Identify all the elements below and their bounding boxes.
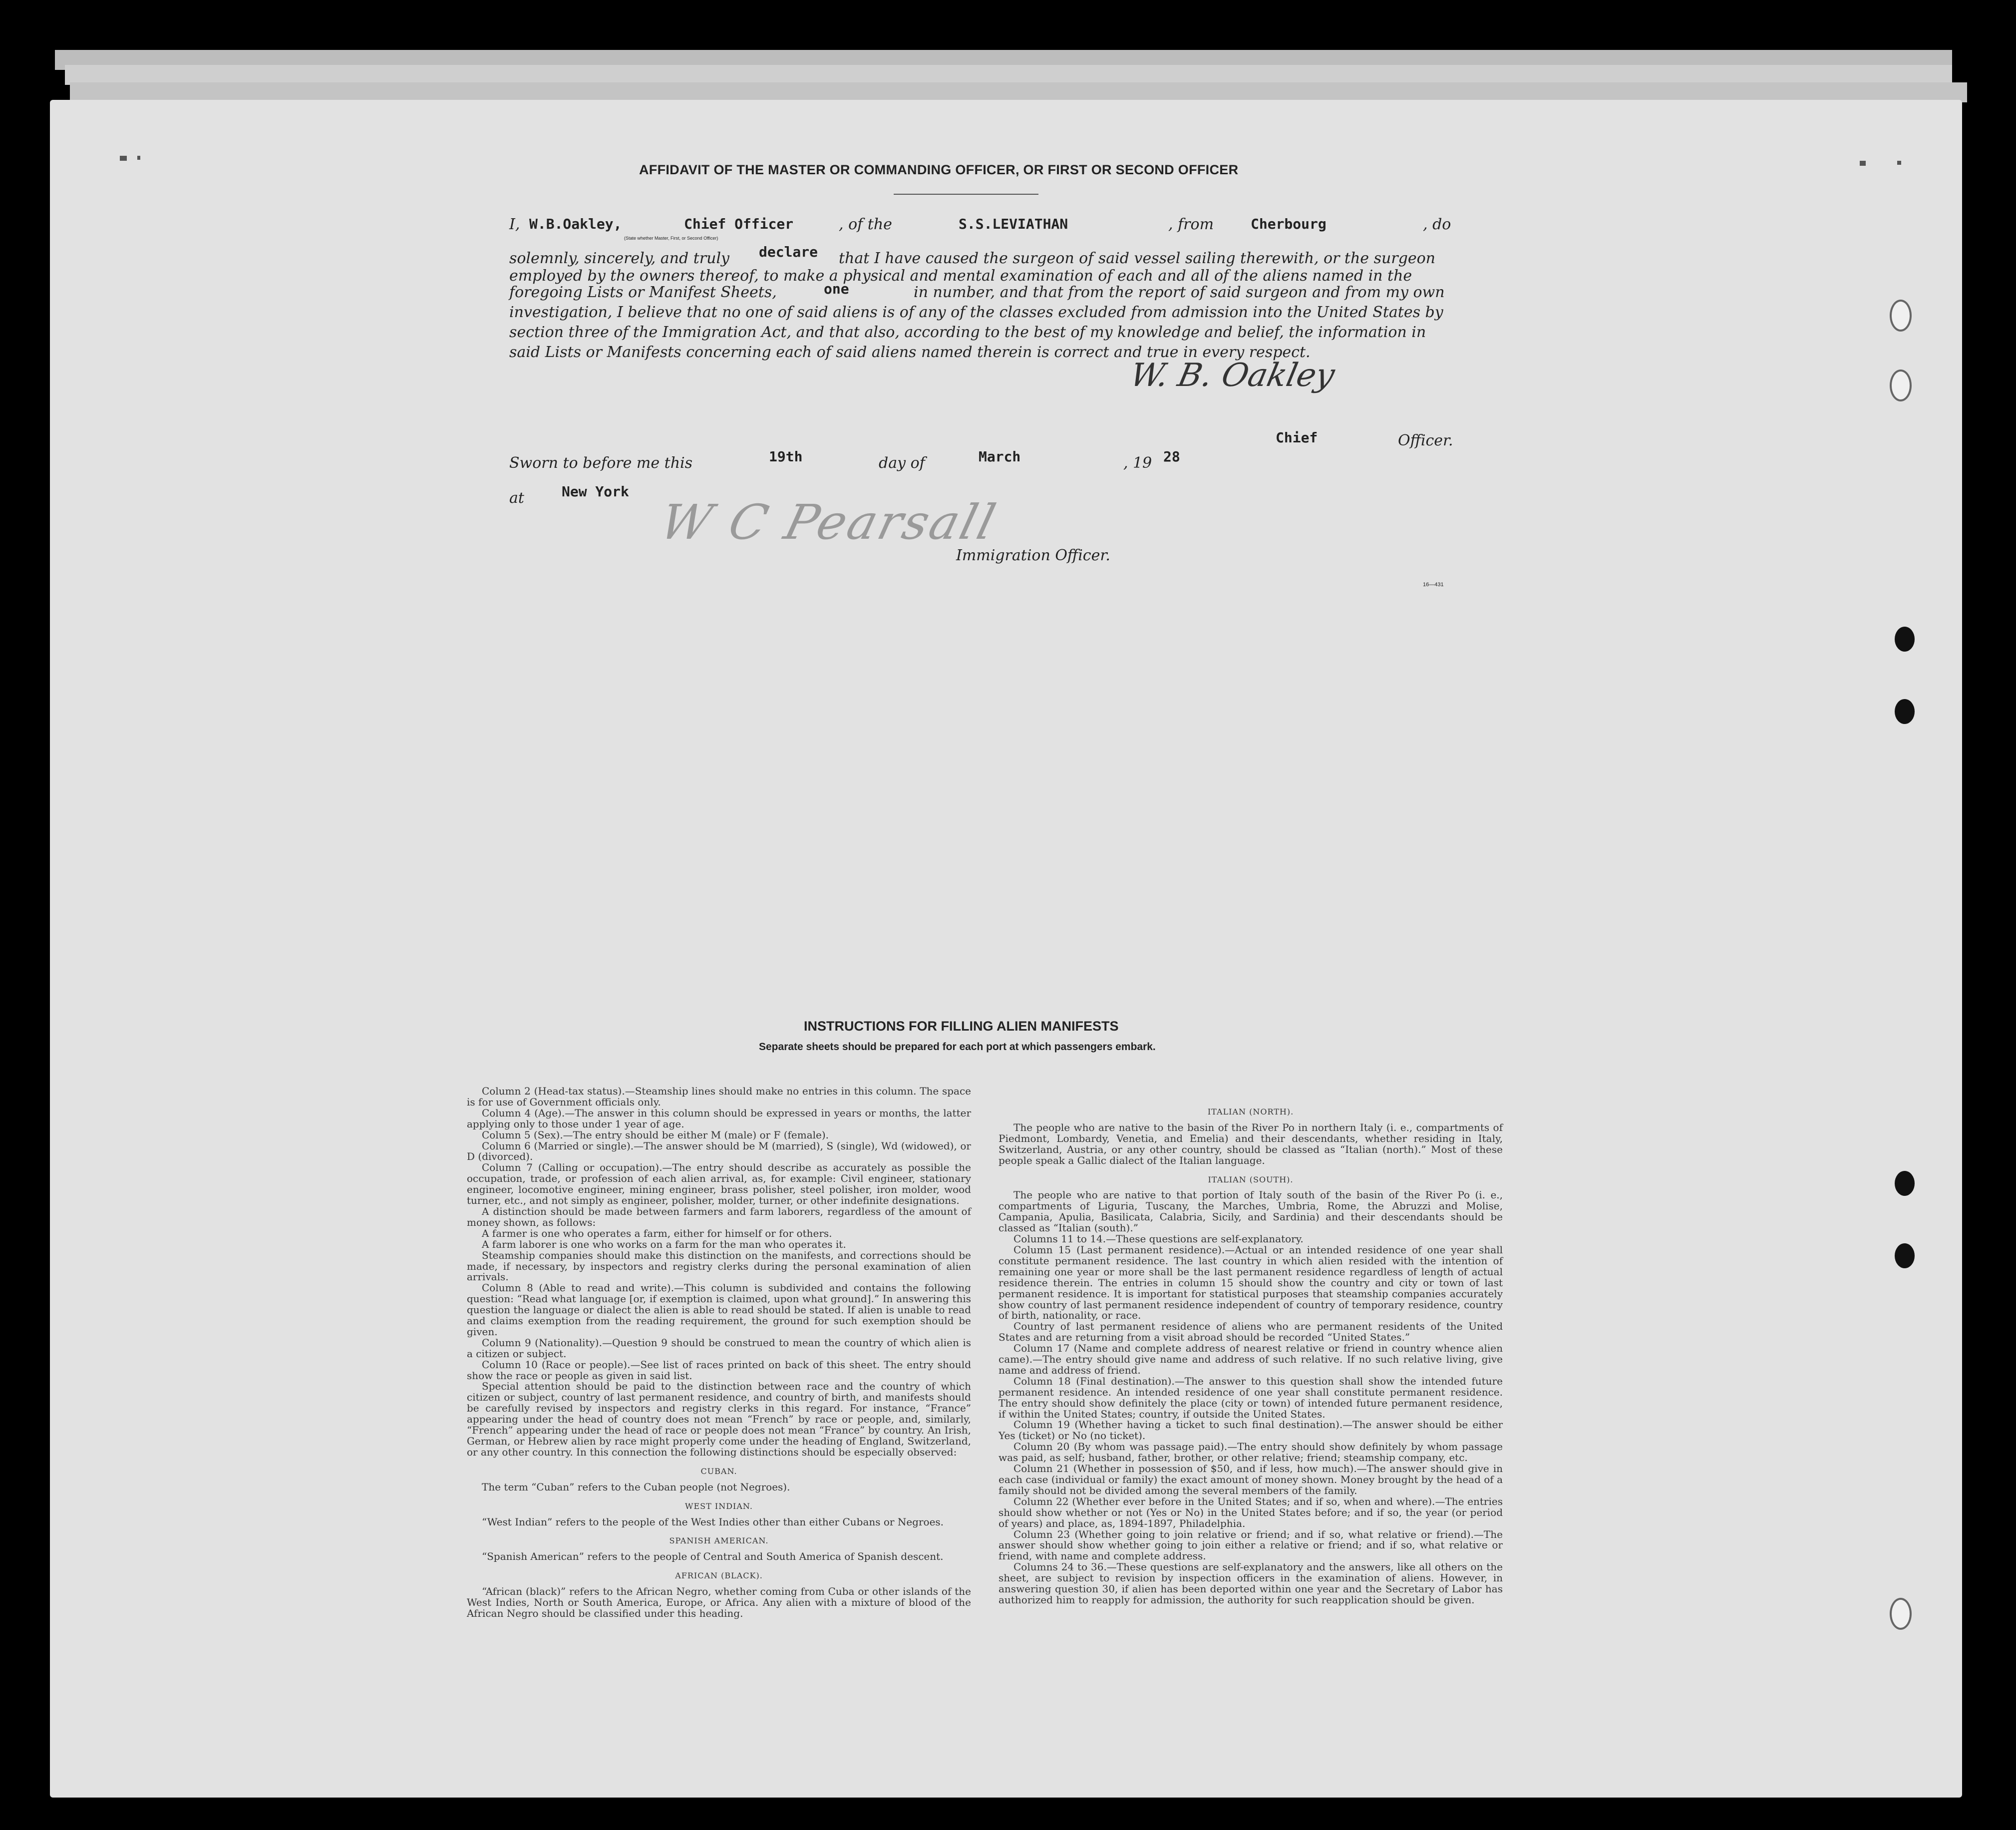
ink-mark	[1860, 161, 1866, 166]
instructions-title: INSTRUCTIONS FOR FILLING ALIEN MANIFESTS	[804, 1019, 1119, 1034]
definition-italian-north: The people who are native to the basin of the River Po in northern Italy (i. e., compartments of Piedmont, Lombardy, Venetia, and Emelia) and their descendants, whether residing in Italy, Switzerland, Austria, or any other country, should be classed as “Italian (north).” Most of these people speak a Gallic dialect of the Italian language.	[999, 1121, 1503, 1166]
definition-italian-south: The people who are native to that portion of Italy south of the basin of the River Po (i. e., compartments of Liguria, Tuscany, the Marches, Umbria, Rome, the Abruzzi and Molise, Campania, Apulia, Basilicata, Calabria, Sicily, and Sardinia) and their descendants should be classed as “Italian (south).”	[999, 1189, 1503, 1234]
instruction-column-6: Column 6 (Married or single).—The answer should be M (married), S (single), Wd (widowed), or D (divorced).	[467, 1139, 971, 1163]
instruction-column-7: Column 7 (Calling or occupation).—The entry should describe as accurately as possible the occupation, trade, or profession of each alien arrival, as, for example: Civil engineer, stationary engineer, locomotive engineer, mining engineer, brass polisher, steel polisher, iron molder, wood turner, etc., and not simply as engineer, polisher, molder, turner, or other indefinite designations.	[467, 1161, 971, 1207]
affidavit-line-6: section three of the Immigration Act, and that also, according to the best of my knowledge and belief, the information in	[509, 324, 1426, 341]
instruction-farmer-distinction: A distinction should be made between farmers and farm laborers, regardless of the amount of money shown, as follows:	[467, 1205, 971, 1228]
affidavit-title: AFFIDAVIT OF THE MASTER OR COMMANDING OFFICER, OR FIRST OR SECOND OFFICER	[639, 162, 1239, 177]
sworn-label: Sworn to before me this	[509, 454, 693, 472]
binder-hole-icon	[1895, 627, 1915, 652]
instruction-farm-laborer: A farm laborer is one who works on a farm for the man who operates it.	[482, 1238, 846, 1250]
binder-hole-icon	[1895, 1243, 1915, 1268]
i-label: I,	[509, 216, 520, 233]
instructions-right-column	[999, 1098, 1503, 1606]
officer-rank: Chief Officer	[684, 216, 794, 232]
officer-label: Officer.	[1398, 432, 1453, 449]
instruction-column-10: Column 10 (Race or people).—See list of races printed on back of this sheet. The entry should show the race or people as given in said list.	[467, 1358, 971, 1382]
affidavit-line-4b: in number, and that from the report of said surgeon and from my own	[914, 284, 1445, 301]
rank-note: (State whether Master, First, or Second Officer)	[624, 236, 718, 241]
instruction-column-22: Column 22 (Whether ever before in the United States; and if so, when and where).—The entries should show whether or not (Yes or No) in the United States before; and if so, the year (or period of years) and place, as, 1894-1897, Philadelphia.	[999, 1495, 1503, 1529]
instruction-column-18: Column 18 (Final destination).—The answer to this question shall show the intended future permanent residence. An intended residence of one year shall constitute permanent residence. The entry should show definitely the place (city or town) of intended future permanent residence, if within the United States; country, if outside the United States.	[999, 1375, 1503, 1420]
definition-spanish-american: “Spanish American” refers to the people of Central and South America of Spanish descent.	[482, 1550, 944, 1563]
instruction-steamship-companies: Steamship companies should make this distinction on the manifests, and corrections should be made, if necessary, by inspectors and registry clerks during the personal examination of alien arrivals.	[467, 1249, 971, 1283]
year-prefix: , 19	[1123, 454, 1152, 472]
signed-rank: Chief	[1276, 429, 1318, 446]
definition-west-indian: “West Indian” refers to the people of the West Indies other than either Cubans or Negroes.	[482, 1515, 944, 1528]
binder-hole-icon	[1890, 300, 1912, 332]
immigration-officer-signature: W C Pearsall	[655, 494, 1003, 550]
ink-mark	[1897, 161, 1901, 165]
ink-mark	[137, 156, 140, 160]
instruction-farmer: A farmer is one who operates a farm, either for himself or for others.	[482, 1227, 832, 1239]
day-of-label: day of	[879, 454, 925, 472]
instruction-column-15-note: Country of last permanent residence of aliens who are permanent residents of the United States and are returning from a visit abroad should be recorded “United States.”	[999, 1320, 1503, 1344]
definition-african-black: “African (black)” refers to the African Negro, whether coming from Cuba or other islands of the West Indies, North or South America, Europe, or Africa. Any alien with a mixture of blood of the African Negro should be classified under this heading.	[467, 1585, 971, 1619]
affidavit-line-2a: solemnly, sincerely, and truly	[509, 250, 730, 267]
oath-word: declare	[759, 244, 818, 260]
instruction-column-9: Column 9 (Nationality).—Question 9 should be construed to mean the country of which alien is a citizen or subject.	[467, 1336, 971, 1360]
binder-hole-icon	[1895, 1171, 1915, 1196]
of-the-label: , of the	[839, 216, 892, 233]
instruction-special-attention: Special attention should be paid to the distinction between race and the country of which citizen or subject, country of last permanent residence, and country of birth, and manifests should be carefully revised by inspectors and registry clerks in this regard. For instance, “France” appearing under the head of country does not mean “French” by race or people, and, similarly, “French” appearing under the head of race or people does not mean “France” by country. An Irish, German, or Hebrew alien by race might properly come under the heading of England, Switzerland, or any other country. In this connection the following distinctions should be especially observed:	[467, 1380, 971, 1458]
officer-signature: W. B. Oakley	[1127, 357, 1338, 394]
affidavit-line-3: employed by the owners thereof, to make a physical and mental examination of each and all of the aliens named in the	[509, 267, 1412, 285]
instruction-column-2: Column 2 (Head-tax status).—Steamship lines should make no entries in this column. The space is for use of Government officials only.	[467, 1085, 971, 1108]
binder-hole-icon	[1895, 699, 1915, 724]
instruction-column-19: Column 19 (Whether having a ticket to such final destination).—The answer should be either Yes (ticket) or No (no ticket).	[999, 1419, 1503, 1442]
affidavit-line-2b: that I have caused the surgeon of said vessel sailing therewith, or the surgeon	[839, 250, 1435, 267]
sworn-day: 19th	[769, 448, 803, 465]
instruction-columns-11-14: Columns 11 to 14.—These questions are self-explanatory.	[1013, 1233, 1304, 1245]
instruction-column-8: Column 8 (Able to read and write).—This column is subdivided and contains the following question: “Read what language [or, if exemption is claimed, upon what ground].” In answering this question the language or dialect the alien is able to read should be stated. If alien is unable to read and claims exemption from the reading requirement, the ground for such exemption should be given.	[467, 1282, 971, 1338]
heading-african-black: AFRICAN (BLACK).	[675, 1571, 763, 1581]
at-label: at	[509, 489, 524, 507]
immigration-officer-label: Immigration Officer.	[956, 547, 1110, 564]
heading-italian-south: ITALIAN (SOUTH).	[1208, 1174, 1294, 1184]
sworn-year: 28	[1163, 448, 1180, 465]
definition-cuban: The term “Cuban” refers to the Cuban people (not Negroes).	[482, 1480, 790, 1493]
title-rule	[894, 194, 1038, 195]
form-number: 16—431	[1423, 582, 1444, 588]
instruction-column-21: Column 21 (Whether in possession of $50, and if less, how much).—The answer should give in each case (individual or family) the exact amount of money shown. Money brought by the head of a family should not be divided among the several members of the family.	[999, 1463, 1503, 1496]
binder-hole-icon	[1890, 369, 1912, 401]
sworn-month: March	[979, 448, 1021, 465]
instructions-left-column	[467, 1086, 971, 1619]
vessel-name: S.S.LEVIATHAN	[959, 216, 1068, 232]
instruction-column-5: Column 5 (Sex).—The entry should be either M (male) or F (female).	[482, 1128, 829, 1141]
ink-mark	[120, 156, 127, 161]
page-edge-top-2	[65, 65, 1952, 85]
affidavit-line-7: said Lists or Manifests concerning each of said aliens named therein is correct and true in every respect.	[509, 344, 1311, 361]
port-name: Cherbourg	[1251, 216, 1327, 232]
do-label: , do	[1423, 216, 1451, 233]
instructions-subtitle: Separate sheets should be prepared for each port at which passengers embark.	[759, 1041, 1156, 1053]
heading-spanish-american: SPANISH AMERICAN.	[669, 1536, 769, 1546]
heading-west-indian: WEST INDIAN.	[685, 1501, 753, 1511]
instruction-column-4: Column 4 (Age).—The answer in this column should be expressed in years or months, the latter applying only to those under 1 year of age.	[467, 1106, 971, 1130]
sworn-place: New York	[562, 483, 629, 500]
page-edge-top-3	[70, 82, 1967, 102]
heading-cuban: CUBAN.	[700, 1466, 737, 1476]
instruction-column-20: Column 20 (By whom was passage paid).—The entry should show definitely by whom passage was paid, as self; husband, father, brother, or other relative; friend; steamship company, etc.	[999, 1441, 1503, 1464]
heading-italian-north: ITALIAN (NORTH).	[1207, 1107, 1294, 1116]
officer-name: W.B.Oakley,	[529, 216, 622, 232]
from-label: , from	[1168, 216, 1214, 233]
binder-hole-icon	[1890, 1598, 1912, 1630]
affidavit-line-4a: foregoing Lists or Manifest Sheets,	[509, 284, 777, 301]
sheet-count: one	[824, 281, 849, 297]
document-page	[50, 100, 1962, 1798]
instruction-column-17: Column 17 (Name and complete address of nearest relative or friend in country whence alien came).—The entry should give name and address of such relative. If no such relative living, give name and address of friend.	[999, 1342, 1503, 1376]
affidavit-line-5: investigation, I believe that no one of said aliens is of any of the classes excluded from admission into the United States by	[509, 304, 1443, 321]
instruction-columns-24-36: Columns 24 to 36.—These questions are self-explanatory and the answers, like all others on the sheet, are subject to revision by inspection officers in the examination of aliens. However, in answering question 30, if alien has been deported within one year and the Secretary of Labor has authorized him to reapply for admission, the authority for such reapplication should be given.	[999, 1561, 1503, 1606]
instruction-column-15: Column 15 (Last permanent residence).—Actual or an intended residence of one year shall constitute permanent residence. The last country in which alien resided with the intention of remaining one year or more shall be the last permanent residence regardless of length of actual residence therein. The entries in column 15 should show the country and city or town of last permanent residence. It is important for statistical purposes that steamship companies accurately show country of last permanent residence independent of country of temporary residence, country of birth, nationality, or race.	[999, 1243, 1503, 1322]
instruction-column-23: Column 23 (Whether going to join relative or friend; and if so, what relative or friend).—The answer should show whether going to join either a relative or friend; and if so, what relative or friend, with name and complete address.	[999, 1528, 1503, 1562]
